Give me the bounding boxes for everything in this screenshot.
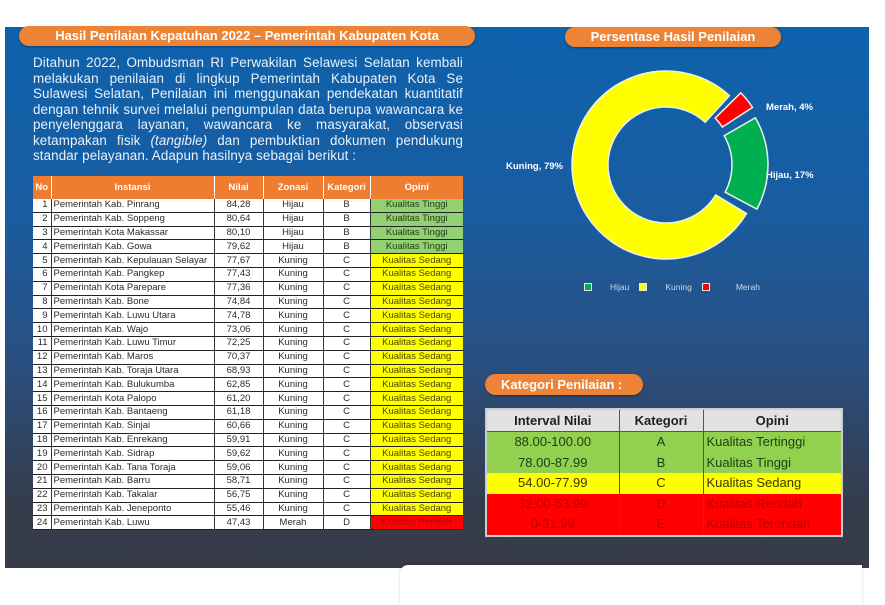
legend-swatch-merah [702, 283, 710, 291]
cell-no: 24 [33, 516, 51, 530]
cell-instansi: Pemerintah Kab. Bulukumba [51, 378, 214, 392]
cell-instansi: Pemerintah Kab. Bone [51, 295, 214, 309]
cell-nilai: 77,36 [214, 281, 263, 295]
cell-opini: Kualitas Sedang [370, 254, 463, 268]
cell-instansi: Pemerintah Kab. Gowa [51, 240, 214, 254]
cell-no: 7 [33, 281, 51, 295]
cell-kategori: C [323, 281, 370, 295]
cell-opini: Kualitas Rendah [370, 516, 463, 530]
header-zonasi: Zonasi [263, 176, 323, 199]
cell-nilai: 68,93 [214, 364, 263, 378]
cell-interval: 32.00-53.99 [486, 494, 619, 515]
cell-kategori: C [323, 378, 370, 392]
cell-kategori: C [323, 350, 370, 364]
chart-legend [584, 282, 770, 292]
category-row [486, 453, 842, 474]
cell-kategori: C [323, 405, 370, 419]
section-title-kategori: Kategori Penilaian : [485, 374, 643, 395]
category-header-row [486, 409, 842, 432]
cell-kategori: C [323, 295, 370, 309]
cell-kategori: C [323, 267, 370, 281]
cell-zonasi: Kuning [263, 502, 323, 516]
cell-interval: 54.00-77.99 [486, 473, 619, 494]
cell-nilai: 58,71 [214, 474, 263, 488]
cell-zonasi: Kuning [263, 336, 323, 350]
intro-text-2: dan pembuktian dokumen pendukung standar pelayanan. Adapun hasilnya sebagai berikut : [33, 132, 463, 163]
cell-opini: Kualitas Sedang [370, 474, 463, 488]
cell-instansi: Pemerintah Kab. Bantaeng [51, 405, 214, 419]
cell-no: 20 [33, 461, 51, 475]
cell-instansi: Pemerintah Kab. Sinjai [51, 419, 214, 433]
cell-nilai: 84,28 [214, 199, 263, 212]
cell-nilai: 47,43 [214, 516, 263, 530]
cell-interval: 0-31.99 [486, 514, 619, 536]
legend-swatch-kuning [639, 283, 647, 291]
cell-nilai: 74,84 [214, 295, 263, 309]
cell-nilai: 60,66 [214, 419, 263, 433]
cell-zonasi: Kuning [263, 433, 323, 447]
cell-no: 3 [33, 226, 51, 240]
section-title-persentase: Persentase Hasil Penilaian [565, 27, 781, 47]
category-table [485, 408, 843, 537]
cell-opini: Kualitas Sedang [370, 461, 463, 475]
cell-kategori: D [619, 494, 703, 515]
cell-opini: Kualitas Sedang [706, 475, 802, 491]
cell-instansi: Pemerintah Kab. Enrekang [51, 433, 214, 447]
cell-zonasi: Hijau [263, 240, 323, 254]
cell-instansi: Pemerintah Kota Makassar [51, 226, 214, 240]
cell-opini: Kualitas Sedang [370, 350, 463, 364]
cell-nilai: 59,62 [214, 447, 263, 461]
legend-swatch-hijau [584, 283, 592, 291]
cell-opini: Kualitas Sedang [370, 392, 463, 406]
cell-no: 17 [33, 419, 51, 433]
category-body [486, 432, 842, 536]
cell-no: 23 [33, 502, 51, 516]
cell-no: 15 [33, 392, 51, 406]
bottom-white-card [400, 565, 862, 605]
cell-opini: Kualitas Tinggi [706, 454, 792, 470]
cell-zonasi: Kuning [263, 281, 323, 295]
cell-zonasi: Kuning [263, 254, 323, 268]
cell-nilai: 61,20 [214, 392, 263, 406]
cell-kategori: E [619, 514, 703, 536]
cell-kategori: C [619, 473, 703, 494]
cell-no: 11 [33, 336, 51, 350]
cell-opini: Kualitas Sedang [370, 433, 463, 447]
cell-instansi: Pemerintah Kab. Kepulauan Selayar [51, 254, 214, 268]
cell-kategori: A [619, 432, 703, 453]
cell-zonasi: Kuning [263, 474, 323, 488]
cell-zonasi: Kuning [263, 392, 323, 406]
cell-opini: Kualitas Rendah [706, 495, 802, 511]
cell-opini: Kualitas Sedang [370, 295, 463, 309]
cell-nilai: 72,25 [214, 336, 263, 350]
cell-interval: 88.00-100.00 [486, 432, 619, 453]
cell-opini: Kualitas Sedang [370, 309, 463, 323]
header-kategori: Kategori [323, 176, 370, 199]
cell-opini: Kualitas Sedang [370, 281, 463, 295]
cell-no: 1 [33, 199, 51, 212]
label-kuning: Kuning, 79% [506, 161, 564, 172]
cell-nilai: 80,64 [214, 212, 263, 226]
cell-kategori: C [323, 488, 370, 502]
cell-kategori: C [323, 461, 370, 475]
cell-zonasi: Merah [263, 516, 323, 530]
cell-no: 16 [33, 405, 51, 419]
cell-kategori: B [323, 212, 370, 226]
donut-slice-hijau [724, 118, 768, 209]
cell-opini: Kualitas Tinggi [370, 226, 463, 240]
cell-kategori: C [323, 364, 370, 378]
cell-zonasi: Kuning [263, 323, 323, 337]
cell-nilai: 61,18 [214, 405, 263, 419]
cell-nilai: 62,85 [214, 378, 263, 392]
cell-instansi: Pemerintah Kota Parepare [51, 281, 214, 295]
cell-interval: 78.00-87.99 [486, 453, 619, 474]
cell-instansi: Pemerintah Kab. Luwu [51, 516, 214, 530]
cell-no: 14 [33, 378, 51, 392]
cell-no: 4 [33, 240, 51, 254]
donut-slice-kuning [572, 71, 746, 259]
cell-kategori: B [323, 226, 370, 240]
cell-opini: Kualitas Tertinggi [706, 434, 806, 450]
cell-opini: Kualitas Sedang [370, 405, 463, 419]
cell-zonasi: Kuning [263, 461, 323, 475]
cell-kategori: C [323, 502, 370, 516]
cell-opini: Kualitas Tinggi [370, 199, 463, 212]
cell-kategori: C [323, 433, 370, 447]
header-interval: Interval Nilai [486, 409, 619, 432]
cell-nilai: 59,91 [214, 433, 263, 447]
cell-instansi: Pemerintah Kab. Toraja Utara [51, 364, 214, 378]
header-no: No [33, 176, 51, 199]
cell-kategori: C [323, 323, 370, 337]
cell-opini: Kualitas Sedang [370, 323, 463, 337]
header-kategori-cat: Kategori [619, 409, 703, 432]
cell-opini: Kualitas Sedang [370, 336, 463, 350]
cell-nilai: 56,75 [214, 488, 263, 502]
legend-label-hijau: Hijau [610, 282, 630, 292]
header-nilai: Nilai [214, 176, 263, 199]
cell-instansi: Pemerintah Kab. Takalar [51, 488, 214, 502]
category-row [486, 514, 842, 536]
cell-opini: Kualitas Sedang [370, 502, 463, 516]
legend-label-kuning: Kuning [665, 282, 692, 292]
cell-no: 22 [33, 488, 51, 502]
cell-zonasi: Kuning [263, 405, 323, 419]
cell-nilai: 55,46 [214, 502, 263, 516]
cell-kategori: B [619, 453, 703, 474]
cell-no: 5 [33, 254, 51, 268]
label-hijau: Hijau, 17% [766, 170, 814, 181]
cell-kategori: C [323, 309, 370, 323]
cell-opini: Kualitas Sedang [370, 419, 463, 433]
cell-no: 9 [33, 309, 51, 323]
cell-nilai: 79,62 [214, 240, 263, 254]
category-row [486, 494, 842, 515]
cell-kategori: D [323, 516, 370, 530]
cell-nilai: 59,06 [214, 461, 263, 475]
section-title-hasil-penilaian: Hasil Penilaian Kepatuhan 2022 – Pemerintah Kabupaten Kota [19, 26, 475, 46]
cell-no: 12 [33, 350, 51, 364]
cell-no: 21 [33, 474, 51, 488]
cell-instansi: Pemerintah Kab. Luwu Timur [51, 336, 214, 350]
cell-instansi: Pemerintah Kab. Maros [51, 350, 214, 364]
cell-instansi: Pemerintah Kab. Tana Toraja [51, 461, 214, 475]
cell-opini: Kualitas Tinggi [370, 240, 463, 254]
header-instansi: Instansi [51, 176, 214, 199]
cell-nilai: 80,10 [214, 226, 263, 240]
cell-kategori: C [323, 336, 370, 350]
cell-nilai: 74,78 [214, 309, 263, 323]
cell-zonasi: Kuning [263, 350, 323, 364]
cell-zonasi: Hijau [263, 226, 323, 240]
cell-instansi: Pemerintah Kab. Pangkep [51, 267, 214, 281]
cell-kategori: C [323, 419, 370, 433]
cell-no: 8 [33, 295, 51, 309]
cell-zonasi: Kuning [263, 419, 323, 433]
cell-nilai: 73,06 [214, 323, 263, 337]
cell-instansi: Pemerintah Kota Palopo [51, 392, 214, 406]
cell-zonasi: Kuning [263, 364, 323, 378]
cell-instansi: Pemerintah Kab. Pinrang [51, 199, 214, 212]
cell-no: 13 [33, 364, 51, 378]
intro-italic: (tangible) [150, 132, 208, 148]
header-opini-cat: Opini [703, 409, 842, 432]
cell-instansi: Pemerintah Kab. Barru [51, 474, 214, 488]
cell-kategori: C [323, 447, 370, 461]
cell-zonasi: Kuning [263, 488, 323, 502]
cell-instansi: Pemerintah Kab. Sidrap [51, 447, 214, 461]
cell-instansi: Pemerintah Kab. Jeneponto [51, 502, 214, 516]
cell-kategori: C [323, 392, 370, 406]
cell-no: 2 [33, 212, 51, 226]
cell-zonasi: Kuning [263, 295, 323, 309]
cell-nilai: 77,67 [214, 254, 263, 268]
cell-zonasi: Hijau [263, 199, 323, 212]
cell-opini: Kualitas Sedang [370, 267, 463, 281]
cell-opini: Kualitas Sedang [370, 488, 463, 502]
intro-text-1: Ditahun 2022, Ombudsman RI Perwakilan Selawesi Selatan kembali melakukan penilaian di lingkup Pemerintah Kabupaten Kota Se Sulawesi Selatan, Penilaian ini menggunakan pendekatan kuantitatif dengan tehnik survei melalui pengumpulan data berupa wawancara ke penyelenggara layanan, wawancara ke masyarakat, observasi ketampakan fisik [33, 55, 463, 148]
cell-nilai: 77,43 [214, 267, 263, 281]
cell-opini: Kualitas Sedang [370, 364, 463, 378]
cell-kategori: B [323, 199, 370, 212]
cell-zonasi: Hijau [263, 212, 323, 226]
cell-instansi: Pemerintah Kab. Wajo [51, 323, 214, 337]
category-row [486, 473, 842, 494]
cell-no: 6 [33, 267, 51, 281]
cell-kategori: C [323, 474, 370, 488]
cell-kategori: C [323, 254, 370, 268]
cell-opini: Kualitas Sedang [370, 447, 463, 461]
label-merah: Merah, 4% [766, 102, 813, 113]
cell-zonasi: Kuning [263, 447, 323, 461]
cell-opini: Kualitas Terendah [706, 516, 811, 532]
cell-instansi: Pemerintah Kab. Luwu Utara [51, 309, 214, 323]
legend-label-merah: Merah [735, 282, 760, 292]
cell-opini: Kualitas Tinggi [370, 212, 463, 226]
category-row [486, 432, 842, 453]
cell-no: 10 [33, 323, 51, 337]
cell-zonasi: Kuning [263, 267, 323, 281]
cell-nilai: 70,37 [214, 350, 263, 364]
cell-kategori: B [323, 240, 370, 254]
header-opini: Opini [370, 176, 463, 199]
cell-no: 19 [33, 447, 51, 461]
cell-opini: Kualitas Sedang [370, 378, 463, 392]
cell-instansi: Pemerintah Kab. Soppeng [51, 212, 214, 226]
cell-no: 18 [33, 433, 51, 447]
cell-zonasi: Kuning [263, 378, 323, 392]
cell-zonasi: Kuning [263, 309, 323, 323]
